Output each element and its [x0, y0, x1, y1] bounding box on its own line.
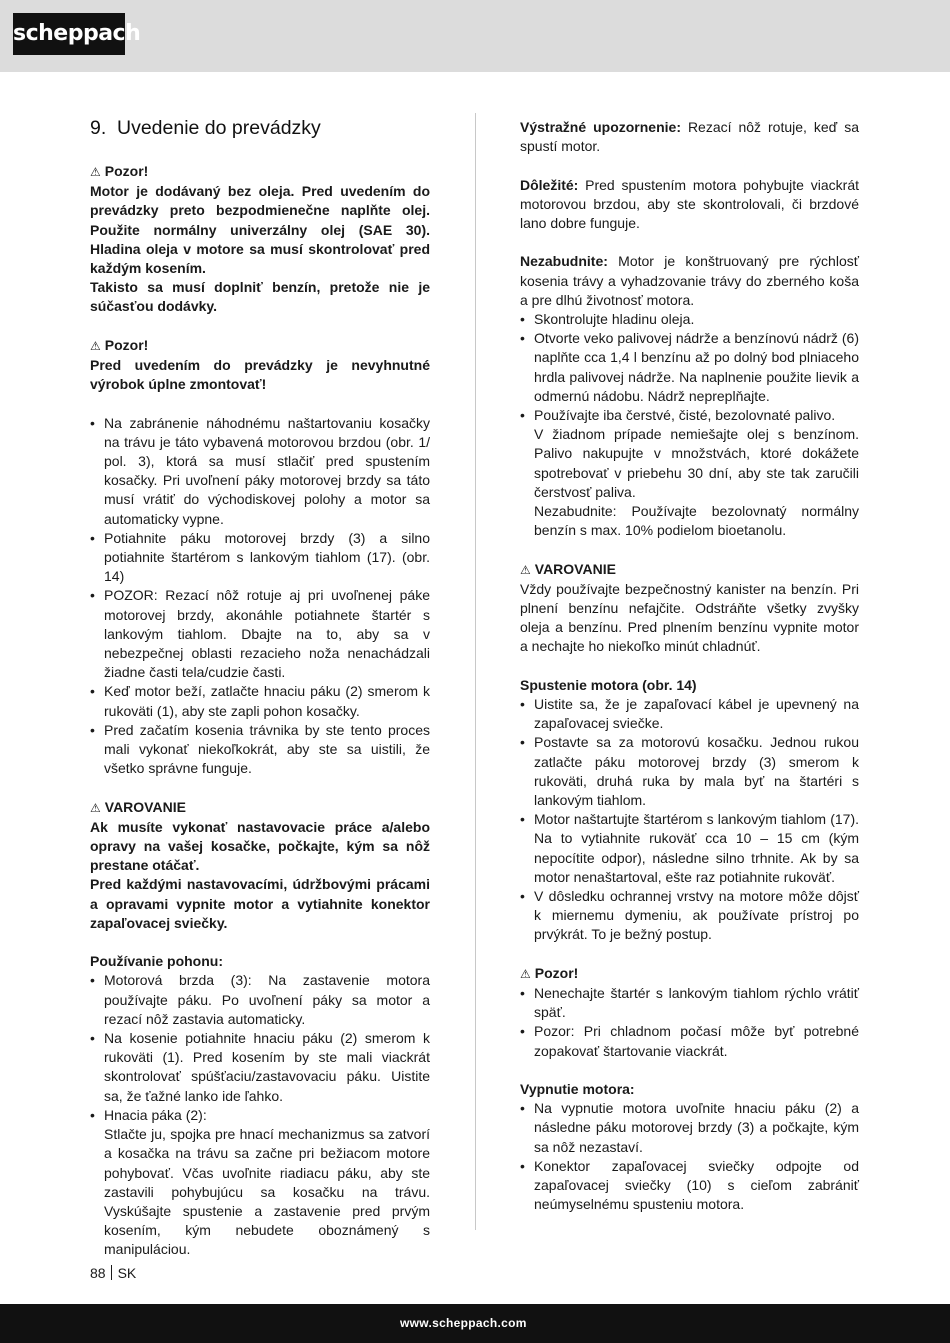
fuel-text: • Používajte iba čerstvé, čisté, bezolovnaté palivo.: [534, 407, 836, 424]
section-title-text: Uvedenie do prevádzky: [117, 117, 321, 139]
drive-bullet-list: [90, 971, 430, 1259]
caution-text-1: Motor je dodávaný bez oleja. Pred uvedením do prevádzky preto bezpodmienečne naplňte olej. Použite normálny univerzálny olej (SAE 30). Hladina oleja v motore sa musí skontrolovať pred každým kosením.: [90, 183, 430, 277]
list-item: [90, 1106, 430, 1260]
warning-text: Ak musíte vykonať nastavovacie práce a/alebo opravy na vašej kosačke, počkajte, kým sa nôž prestane otáčať.: [90, 818, 430, 874]
list-item: • Na zabránenie náhodnému naštartovaniu kosačky na trávu je táto vybavená motorovou brzdou (obr. 1/ pol. 3), ktorá sa musí stlačiť pred spustením kosačky. Pri uvoľnení páky motorovej brzdy sa táto musí vrátiť do východiskovej polohy a motor sa automaticky vypne.: [90, 414, 430, 529]
list-item: • Postavte sa za motorovú kosačku. Jednou rukou zatlačte páku motorovej brzdy (3) smerom k rukoväti, druhá ruka by mala byť na štartéri s lankovým tiahlom.: [520, 733, 859, 810]
warning-heading-text: VAROVANIE: [104, 798, 186, 815]
list-item: • Na vypnutie motora uvoľnite hnaciu páku (2) a následne páku motorovej brzdy (3) a počkajte, kým sa nôž nezastaví.: [520, 1099, 859, 1157]
remember-note: [520, 252, 859, 310]
warning-triangle-icon: ⚠: [520, 562, 531, 577]
list-item: • Pozor: Pri chladnom počasí môže byť potrebné zopakovať štartovanie viackrát.: [520, 1022, 859, 1060]
note-text: Rezací nôž rotuje, keď sa spustí motor.: [520, 119, 859, 155]
section-title: [90, 118, 430, 138]
caution-heading-text: Pozor!: [534, 964, 579, 981]
caution-heading: [520, 964, 859, 984]
list-item: • Keď motor beží, zatlačte hnaciu páku (2) smerom k rukoväti (1), aby ste zapli pohon kosačky.: [90, 682, 430, 720]
caution-text-1b: Takisto sa musí doplniť benzín, pretože nie je súčasťou dodávky.: [90, 279, 430, 315]
caution-heading-text: Pozor!: [104, 163, 149, 179]
list-item: • Potiahnite páku motorovej brzdy (3) a silno potiahnite štartérom s lankovým tiahlom (17). (obr. 14): [90, 529, 430, 587]
fuel-text: Nezabudnite: Používajte bezolovnatý normálny benzín s max. 10% podielom bioetanolu.: [534, 503, 859, 539]
warning-heading: [520, 560, 859, 580]
warning-heading: [90, 798, 430, 818]
warning-text-b: Pred každými nastavovacími, údržbovými prácami a opravami vypnite motor a vytiahnite konektor zapaľovacej sviečky.: [90, 876, 430, 931]
fuel-bullet-list: [520, 310, 859, 540]
list-item: • Otvorte veko palivovej nádrže a benzínovú nádrž (6) naplňte cca 1,4 l benzínu až po dolný bod plniaceho hrdla palivovej nádrže. Na naplnenie použite lievik a odmernú nádobu. Nádrž nepreplňajte.: [520, 329, 859, 406]
note-text: Pred spustením motora pohybujte viackrát motorovou brzdou, aby ste skontrolovali, či brzdové lano dobre funguje.: [520, 176, 859, 231]
header-bar: [0, 0, 950, 72]
left-column: [90, 118, 430, 1260]
stop-bullet-list: [520, 1099, 859, 1214]
footer-bar: [0, 1304, 950, 1343]
page-number: 88: [90, 1265, 106, 1281]
website-link[interactable]: www.scheppach.com: [400, 1316, 527, 1330]
note-label: Dôležité:: [520, 176, 579, 193]
drive-lever-text: Stlačte ju, spojka pre hnací mechanizmus sa zatvorí a kosačka na trávu sa začne pri bežiacom motore pohybovať. Včas uvoľnite riadiacu páku, aby ste zastavili pohybujúcu sa kosačku na trávu. Vyskúšajte spustenie a zastavenie pred prvým kosením, kým nebudete oboznámený s manipuláciou.: [104, 1126, 430, 1258]
caution-heading-2: [90, 336, 430, 356]
caution-heading-text: Pozor!: [104, 336, 149, 353]
brand-logo: scheppach: [13, 13, 125, 55]
note-text: Motor je konštruovaný pre rýchlosť kosenia trávy a vyhadzovanie trávy do zberného koša a pre dlhú životnosť motora.: [520, 253, 859, 308]
list-item: • Nenechajte štartér s lankovým tiahlom rýchlo vrátiť späť.: [520, 984, 859, 1022]
list-item: • Uistite sa, že je zapaľovací kábel je upevnený na zapaľovacej sviečke.: [520, 695, 859, 733]
caution-heading-1: [90, 162, 430, 182]
list-item: [520, 406, 859, 540]
list-item: • Skontrolujte hladinu oleja.: [520, 310, 859, 329]
list-item: • POZOR: Rezací nôž rotuje aj pri uvoľnenej páke motorovej brzdy, akonáhle potiahnete štartér s lankovým tiahlom. Dbajte na to, aby sa v nebezpečnej oblasti rezacieho noža nenachádzali žiadne časti tela/cudzie časti.: [90, 586, 430, 682]
page-footer: [90, 1265, 136, 1281]
note-label: Nezabudnite:: [520, 253, 608, 270]
stop-heading: Vypnutie motora:: [520, 1081, 635, 1098]
warning-triangle-icon: ⚠: [90, 165, 101, 179]
warning-text: Vždy používajte bezpečnostný kanister na benzín. Pri plnení benzínu nefajčite. Odstráňte všetky zvyšky oleja a benzínu. Pred plnením benzínu vypnite motor a nechajte ho niekoľko minút chladnúť.: [520, 580, 859, 655]
list-item: • Pred začatím kosenia trávnika by ste tento proces mali vykonať niekoľkokrát, aby ste sa uistili, že všetko správne funguje.: [90, 721, 430, 779]
list-item: • Motor naštartujte štartérom s lankovým tiahlom (17). Na to vytiahnite rukoväť cca 10 – 15 cm (kým nepocítite odpor), následne silno trhnite. Ak by sa motor nenaštartoval, ešte raz potiahnite rukoväť.: [520, 810, 859, 887]
section-number: 9.: [90, 117, 107, 139]
important-note: [520, 176, 859, 234]
warning-heading-text: VAROVANIE: [534, 560, 616, 577]
start-heading: Spustenie motora (obr. 14): [520, 676, 697, 693]
drive-lever-label: • Hnacia páka (2):: [104, 1106, 207, 1123]
list-item: • Na kosenie potiahnite hnaciu páku (2) smerom k rukoväti (1). Pred kosením by ste mali viackrát skontrolovať spúšťaciu/zastavovaciu páku. Uistite sa, že ťažné lanko ide ľahko.: [90, 1029, 430, 1106]
fuel-text: V žiadnom prípade nemiešajte olej s benzínom. Palivo nakupujte v množstvách, ktoré dokážete spotrebovať v priebehu 30 dní, aby ste tak zaručili čerstvosť paliva.: [534, 426, 859, 500]
right-column: [520, 118, 859, 1214]
drive-heading: Používanie pohonu:: [90, 953, 223, 970]
column-divider: [475, 113, 476, 1230]
warning-triangle-icon: ⚠: [90, 338, 101, 353]
list-item: • Motorová brzda (3): Na zastavenie motora používajte páku. Po uvoľnení páky sa motor a rezací nôž zastavia automaticky.: [90, 971, 430, 1029]
footer-separator: [111, 1265, 112, 1280]
caution-bullet-list: [520, 984, 859, 1061]
caution-text-2: Pred uvedením do prevádzky je nevyhnutné výrobok úplne zmontovať!: [90, 357, 430, 393]
warning-triangle-icon: ⚠: [90, 800, 101, 815]
warning-note: [520, 118, 859, 156]
startup-bullet-list: [90, 414, 430, 779]
list-item: • Konektor zapaľovacej sviečky odpojte od zapaľovacej sviečky (10) s cieľom zabrániť neúmyselnému spusteniu motora.: [520, 1157, 859, 1215]
start-bullet-list: [520, 695, 859, 945]
list-item: • V dôsledku ochrannej vrstvy na motore môže dôjsť k miernemu dymeniu, ak používate prístroj po prvýkrát. To je bežný postup.: [520, 887, 859, 945]
note-label: Výstražné upozornenie:: [520, 119, 681, 135]
language-code: SK: [117, 1265, 137, 1281]
warning-triangle-icon: ⚠: [520, 966, 531, 981]
